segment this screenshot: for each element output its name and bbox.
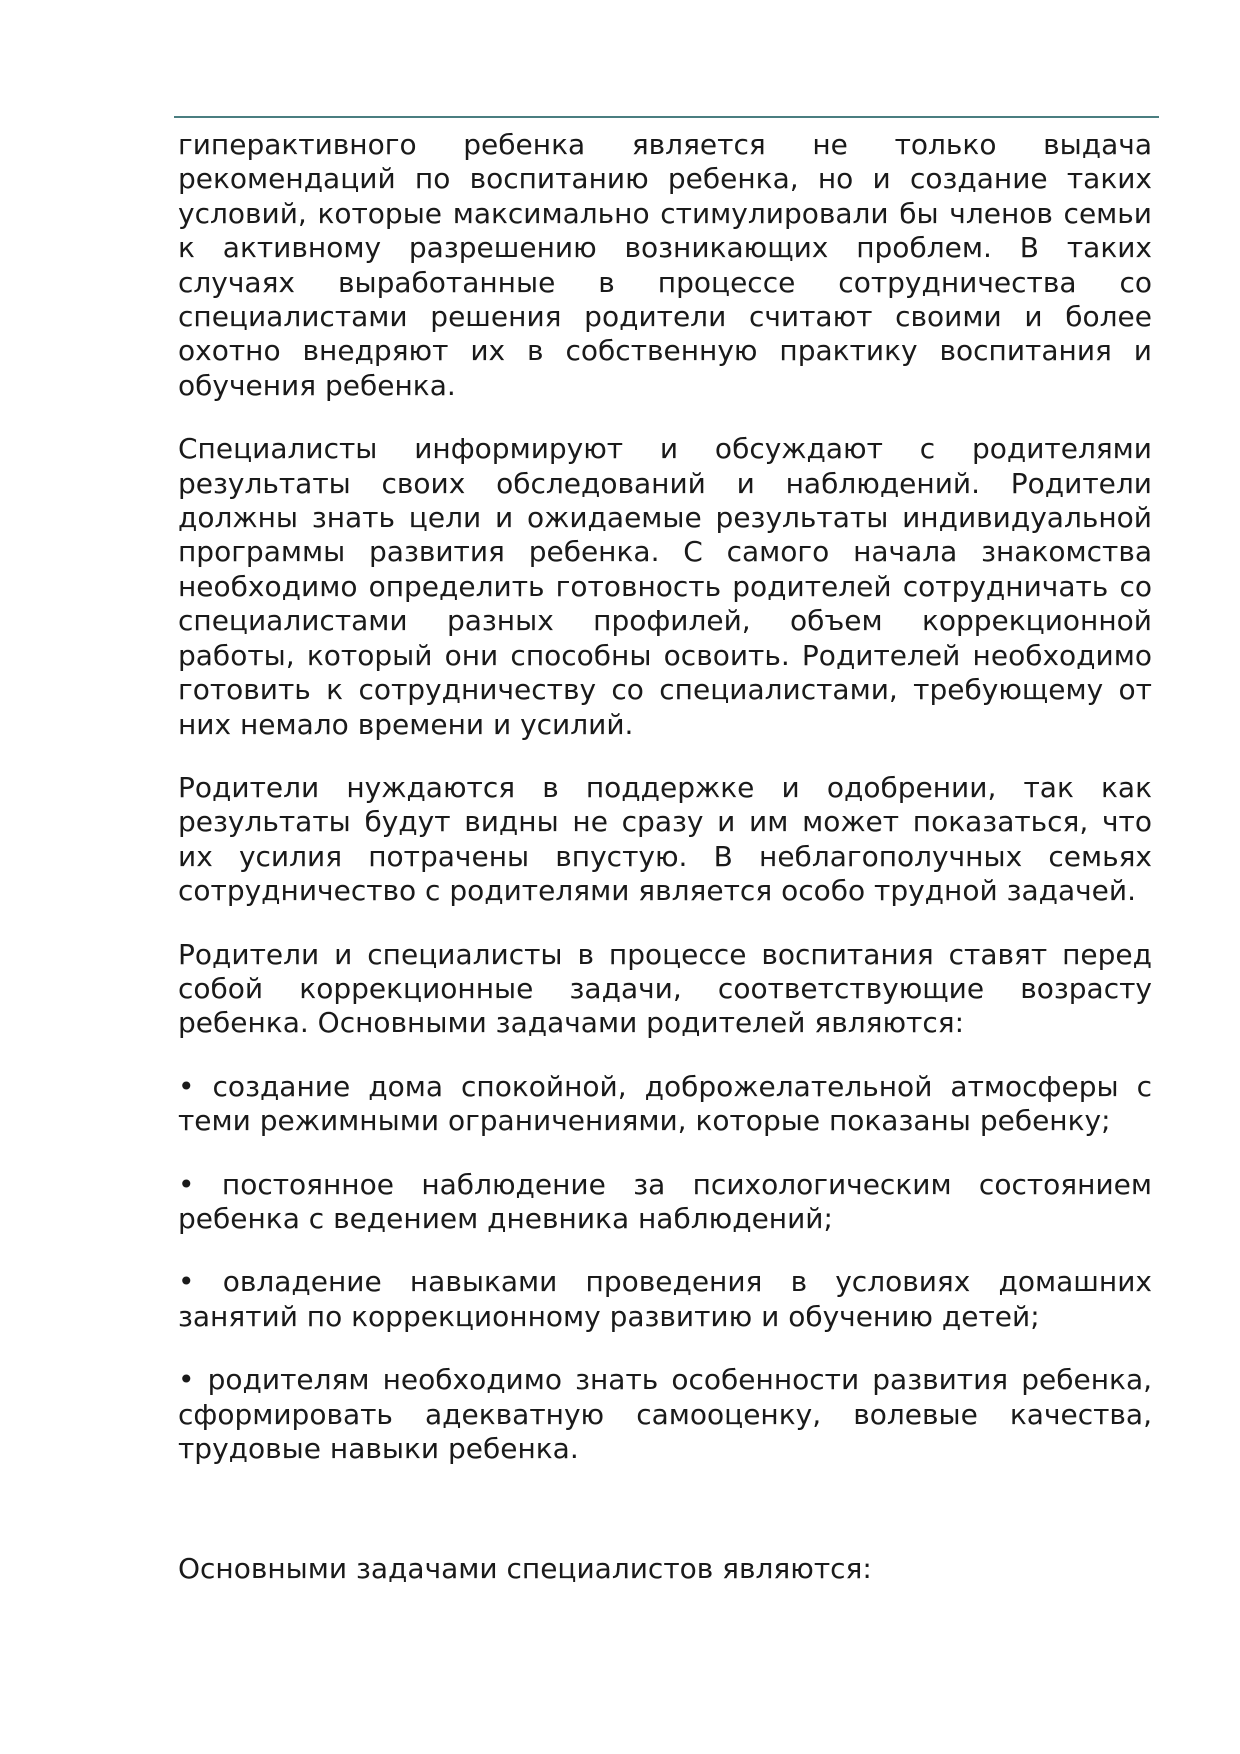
page-body — [178, 128, 1152, 1587]
paragraph-parents-support: Родители нуждаются в поддержке и одобрении, так как результаты будут видны не сразу и им может показаться, что их усилия потрачены впустую. В неблагополучных семьях сотрудничество с родителями является особо трудной задачей. — [178, 770, 1152, 908]
bullet-item-home-lessons: • овладение навыками проведения в условиях домашних занятий по коррекционному развитию и обучению детей; — [178, 1265, 1152, 1333]
paragraph-specialists-inform: Специалисты информируют и обсуждают с родителями результаты своих обследований и наблюдений. Родители должны знать цели и ожидаемые результаты индивидуальной программы развития ребенка. С самого начала знакомства необходимо определить готовность родителей сотрудничать со специалистами разных профилей, объем коррекционной работы, который они способны освоить. Родителей необходимо готовить к сотрудничеству со специалистами, требующему от них немало времени и усилий. — [178, 432, 1152, 741]
paragraph-parent-recommendations: гиперактивного ребенка является не только выдача рекомендаций по воспитанию ребенка, но и создание таких условий, которые максимально стимулировали бы членов семьи к активному разрешению возникающих проблем. В таких случаях выработанные в процессе сотрудничества со специалистами решения родители считают своими и более охотно внедряют их в собственную практику воспитания и обучения ребенка. — [178, 128, 1152, 402]
paragraph-specialist-tasks-heading: Основными задачами специалистов являются: — [178, 1552, 872, 1586]
bullet-item-observation: • постоянное наблюдение за психологическим состоянием ребенка с ведением дневника наблюдений; — [178, 1167, 1152, 1235]
bullet-item-home-atmosphere: • создание дома спокойной, доброжелательной атмосферы с теми режимными ограничениями, которые показаны ребенку; — [178, 1069, 1152, 1138]
paragraph-correction-tasks: Родители и специалисты в процессе воспитания ставят перед собой коррекционные задачи, соответствующие возрасту ребенка. Основными задачами родителей являются: — [178, 937, 1152, 1040]
header-rule — [174, 116, 1159, 118]
bullet-item-development-features: • родителям необходимо знать особенности развития ребенка, сформировать адекватную самооценку, волевые качества, трудовые навыки ребенка. — [178, 1363, 1152, 1465]
